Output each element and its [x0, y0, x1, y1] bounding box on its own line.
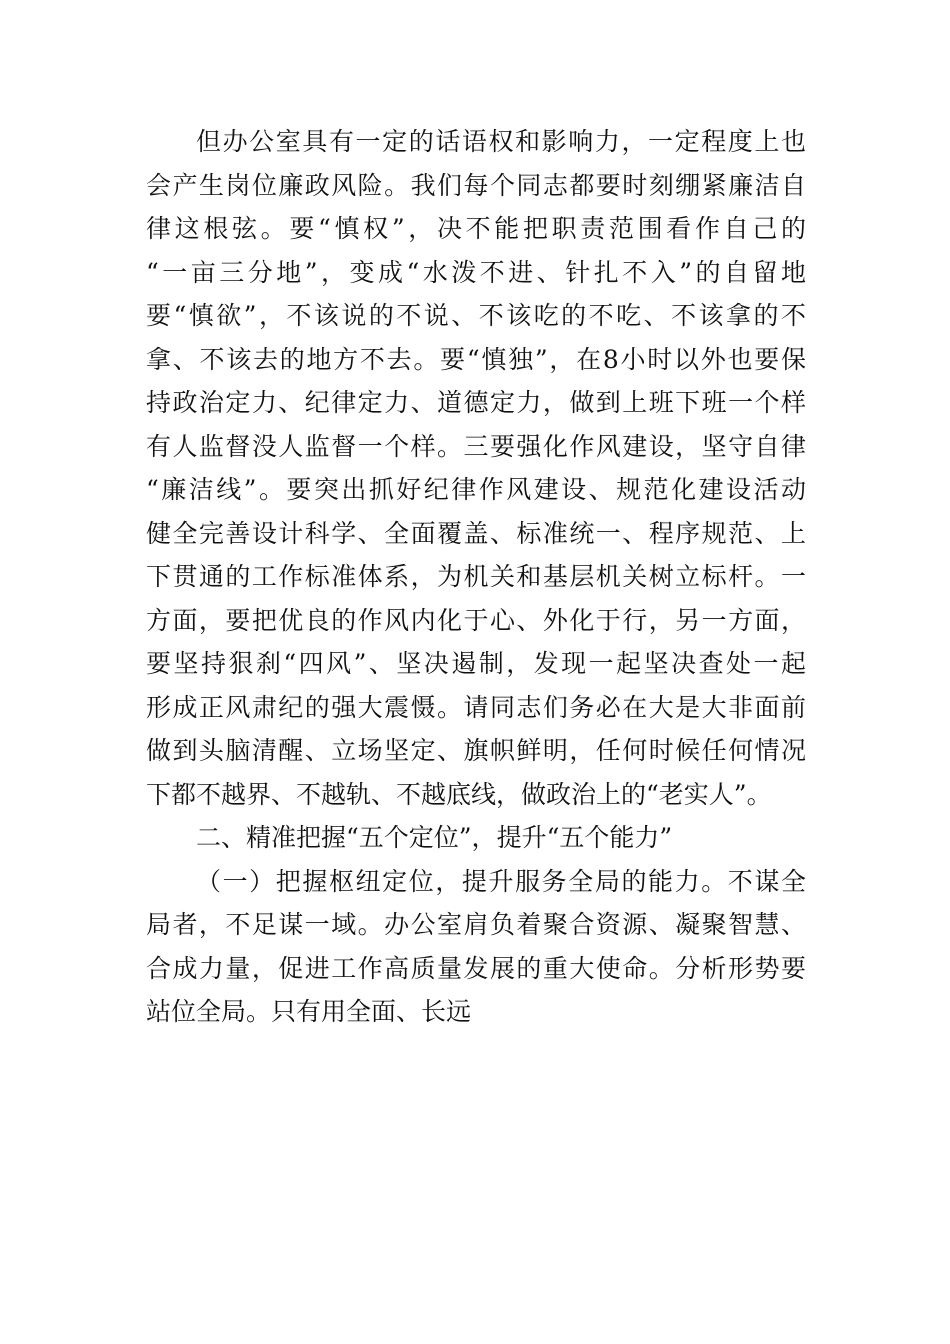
- paragraph-line: 但办公室具有一定的话语权和影响力，一定程度上也: [196, 127, 806, 156]
- paragraph-line: （一）把握枢纽定位，提升服务全局的能力。不谋全: [196, 866, 806, 896]
- paragraph-line: 律这根弦。要“慎权”，决不能把职责范围看作自己的: [146, 214, 806, 243]
- paragraph-line: “廉洁线”。要突出抓好纪律作风建设、规范化建设活动: [146, 475, 806, 504]
- paragraph-line: 形成正风肃纪的强大震慑。请同志们务必在大是大非面前: [146, 692, 806, 722]
- paragraph-line: 站位全局。只有用全面、长远: [146, 997, 472, 1026]
- body-text: [146, 120, 806, 1034]
- paragraph-line: 做到头脑清醒、立场坚定、旗帜鲜明，任何时候任何情况: [146, 736, 806, 765]
- section-heading: 二、精准把握“五个定位”，提升“五个能力”: [196, 823, 673, 852]
- paragraph-line: 要坚持狠刹“四风”、坚决遏制，发现一起坚决查处一起: [146, 649, 806, 678]
- paragraph-line: 持政治定力、纪律定力、道德定力，做到上班下班一个样: [146, 388, 806, 417]
- paragraph-line: 下都不越界、不越轨、不越底线，做政治上的“老实人”。: [146, 779, 772, 809]
- paragraph-line: 健全完善设计科学、全面覆盖、标准统一、程序规范、上: [146, 518, 806, 548]
- paragraph-line: 方面，要把优良的作风内化于心、外化于行，另一方面，: [146, 605, 806, 635]
- paragraph-line: 局者，不足谋一域。办公室肩负着聚合资源、凝聚智慧、: [146, 910, 806, 939]
- paragraph-line: 拿、不该去的地方不去。要“慎独”，在8小时以外也要保: [146, 344, 806, 374]
- paragraph-line: “一亩三分地”，变成“水泼不进、针扎不入”的自留地: [146, 257, 806, 287]
- paragraph-line: 会产生岗位廉政风险。我们每个同志都要时刻绷紧廉洁自: [146, 170, 806, 200]
- paragraph-line: 合成力量，促进工作高质量发展的重大使命。分析形势要: [146, 953, 806, 983]
- paragraph-line: 下贯通的工作标准体系，为机关和基层机关树立标杆。一: [146, 562, 806, 591]
- paragraph-line: 要“慎欲”，不该说的不说、不该吃的不吃、不该拿的不: [146, 301, 806, 330]
- paragraph-line: 有人监督没人监督一个样。三要强化作风建设，坚守自律: [146, 431, 806, 461]
